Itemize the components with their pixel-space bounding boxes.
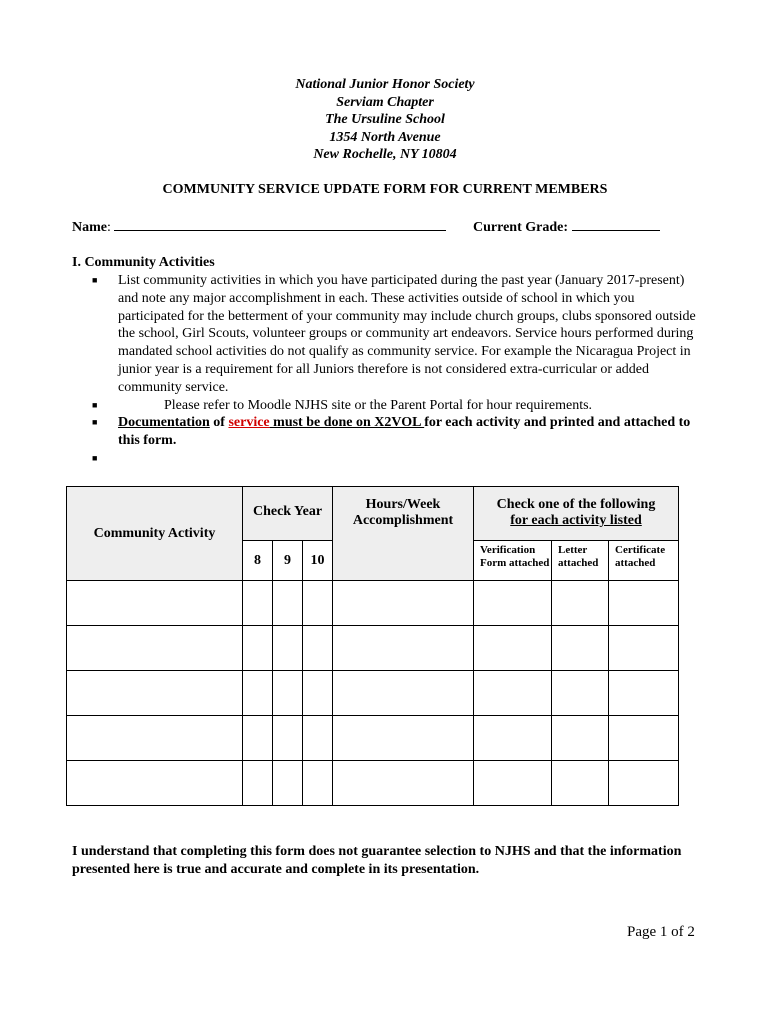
table-row	[67, 716, 679, 761]
activity-cell[interactable]	[67, 716, 243, 761]
year-9-cell[interactable]	[273, 626, 303, 671]
instruction-item	[92, 272, 702, 397]
form-title: COMMUNITY SERVICE UPDATE FORM FOR CURRENT MEMBERS	[162, 182, 608, 197]
year-10-cell[interactable]	[303, 581, 333, 626]
check-one-line2: for each activity listed	[510, 513, 642, 528]
year-10-cell[interactable]	[303, 716, 333, 761]
hours-cell[interactable]	[333, 581, 474, 626]
header-check-one	[474, 487, 679, 541]
x2vol-text: must be done on X2VOL	[269, 415, 425, 431]
verification-cell[interactable]	[474, 761, 552, 806]
bullet-icon: ■	[92, 275, 98, 285]
instruction-item-empty	[92, 450, 702, 468]
year-9-cell[interactable]	[273, 581, 303, 626]
name-label: Name	[72, 220, 107, 235]
year-10-cell[interactable]	[303, 626, 333, 671]
instruction-text: List community activities in which you have participated during the past year (January 2017-present) and note any major accomplishment in each. These activities outside of school in which you participated for the betterment of your community may include church groups, clubs sponsored outside the school, Girl Scouts, volunteer groups or community art endeavors. Service hours performed during mandated school activities do not qualify as community service. For example the Nicaragua Project in junior year is a requirement for all Juniors therefore is not considered extra-curricular or added community service.	[118, 273, 696, 395]
instruction-item	[92, 397, 702, 415]
letter-cell[interactable]	[552, 671, 609, 716]
year-9-cell[interactable]	[273, 671, 303, 716]
bullet-icon: ■	[92, 452, 98, 463]
year-8-cell[interactable]	[243, 626, 273, 671]
attach-text: for each activity and printed and attached to this form.	[118, 415, 691, 449]
table-row	[67, 581, 679, 626]
verification-cell[interactable]	[474, 671, 552, 716]
documentation-text: Documentation	[118, 415, 210, 431]
certificate-cell[interactable]	[609, 581, 679, 626]
grade-field[interactable]	[572, 218, 660, 231]
table-row	[67, 671, 679, 716]
grade-label: Current Grade:	[473, 220, 568, 235]
hours-cell[interactable]	[333, 626, 474, 671]
year-8-cell[interactable]	[243, 671, 273, 716]
service-text: service	[228, 415, 270, 431]
letter-header: Letter attached	[552, 541, 609, 581]
activity-cell[interactable]	[67, 761, 243, 806]
bullet-icon: ■	[92, 417, 98, 428]
header-city: New Rochelle, NY 10804	[313, 147, 457, 162]
letter-cell[interactable]	[552, 716, 609, 761]
letter-cell[interactable]	[552, 761, 609, 806]
grade-row	[473, 218, 660, 236]
instructions-list	[92, 272, 702, 468]
year-8-cell[interactable]	[243, 761, 273, 806]
page-number: Page 1 of 2	[627, 924, 695, 940]
year-9-cell[interactable]	[273, 716, 303, 761]
year-10-cell[interactable]	[303, 671, 333, 716]
check-one-line1: Check one of the following	[496, 497, 656, 512]
hours-cell[interactable]	[333, 671, 474, 716]
community-activity-table	[66, 486, 679, 806]
school-header	[0, 76, 770, 164]
name-colon: :	[107, 220, 111, 235]
name-field[interactable]	[114, 218, 446, 231]
activity-cell[interactable]	[67, 626, 243, 671]
name-row	[72, 218, 446, 236]
year-9-cell[interactable]	[273, 761, 303, 806]
instruction-text: Please refer to Moodle NJHS site or the Parent Portal for hour requirements.	[164, 397, 593, 413]
header-chapter: Serviam Chapter	[336, 94, 434, 110]
certificate-cell[interactable]	[609, 671, 679, 716]
certificate-cell[interactable]	[609, 716, 679, 761]
year-10-cell[interactable]	[303, 761, 333, 806]
activity-cell[interactable]	[67, 671, 243, 716]
section-title: I. Community Activities	[72, 255, 215, 270]
year-8-header: 8	[243, 541, 273, 581]
header-hours-week: Hours/Week Accomplishment	[333, 487, 474, 581]
table-row	[67, 626, 679, 671]
verification-cell[interactable]	[474, 716, 552, 761]
year-8-cell[interactable]	[243, 716, 273, 761]
hours-cell[interactable]	[333, 716, 474, 761]
header-street: 1354 North Avenue	[329, 129, 441, 145]
verification-cell[interactable]	[474, 626, 552, 671]
verification-cell[interactable]	[474, 581, 552, 626]
header-community-activity: Community Activity	[67, 487, 243, 581]
of-text: of	[209, 415, 229, 431]
activity-cell[interactable]	[67, 581, 243, 626]
year-10-header: 10	[303, 541, 333, 581]
table-row	[67, 761, 679, 806]
instruction-item	[92, 414, 702, 450]
header-society: National Junior Honor Society	[295, 77, 475, 92]
header-check-year: Check Year	[243, 487, 333, 541]
letter-cell[interactable]	[552, 626, 609, 671]
year-8-cell[interactable]	[243, 581, 273, 626]
header-school: The Ursuline School	[325, 112, 445, 127]
certificate-cell[interactable]	[609, 626, 679, 671]
hours-cell[interactable]	[333, 761, 474, 806]
certificate-cell[interactable]	[609, 761, 679, 806]
bullet-icon: ■	[92, 399, 98, 410]
acknowledgement-statement: I understand that completing this form does not guarantee selection to NJHS and that the information presented here is true and accurate and complete in its presentation.	[72, 844, 682, 877]
certificate-header: Certificate attached	[609, 541, 679, 581]
year-9-header: 9	[273, 541, 303, 581]
letter-cell[interactable]	[552, 581, 609, 626]
verification-header: Verification Form attached	[474, 541, 552, 581]
